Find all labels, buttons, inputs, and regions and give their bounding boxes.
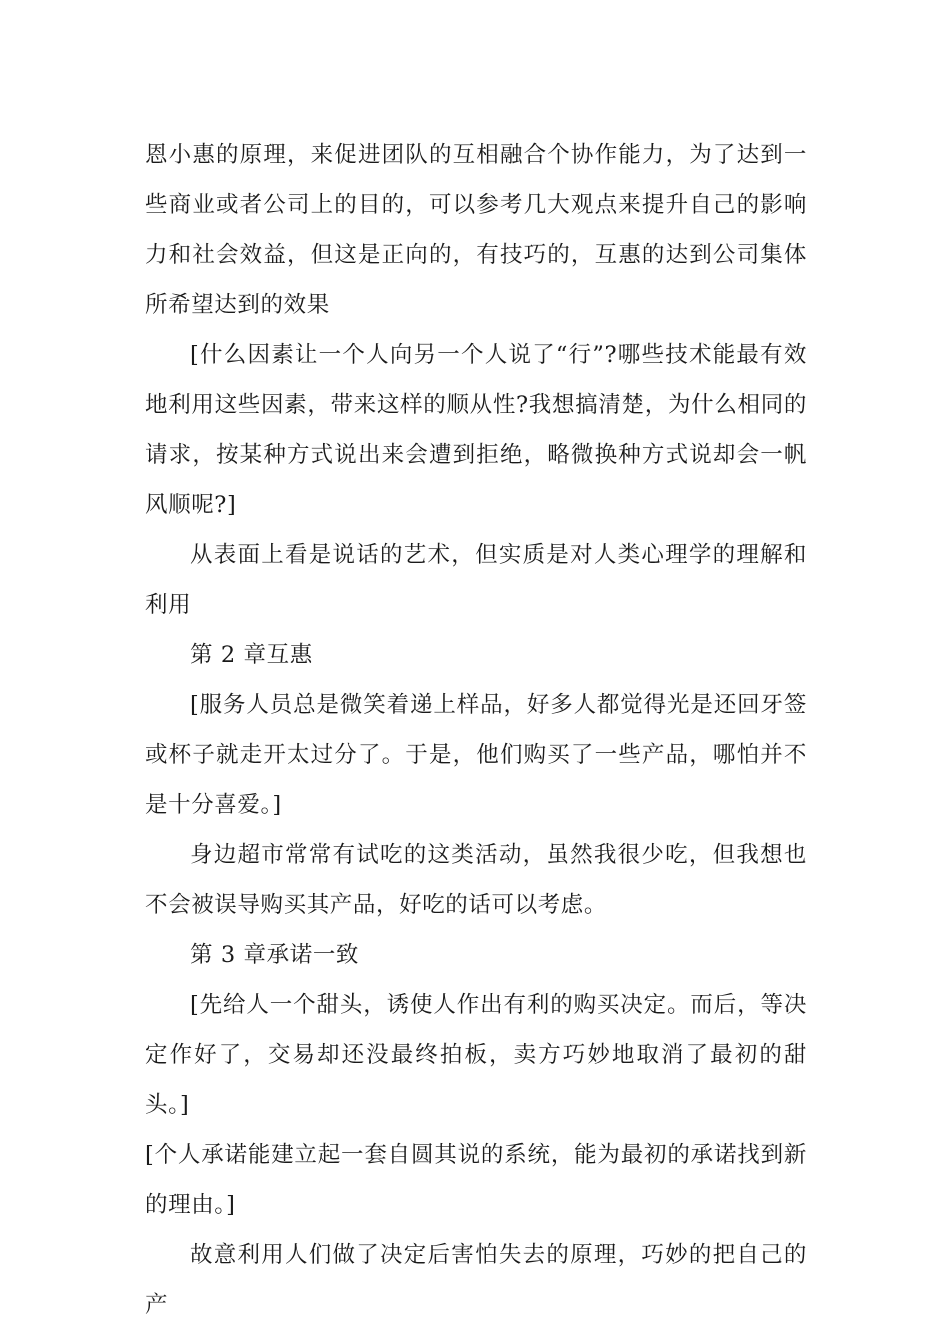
document-page: [145, 130, 807, 1330]
paragraph: [先给人一个甜头，诱使人作出有利的购买决定。而后，等决定作好了，交易却还没最终拍板，卖方巧妙地取消了最初的甜头。]: [145, 992, 807, 1118]
paragraph: 故意利用人们做了决定后害怕失去的原理，巧妙的把自己的产: [145, 1242, 807, 1318]
paragraph: [个人承诺能建立起一套自圆其说的系统，能为最初的承诺找到新的理由。]: [145, 1142, 807, 1218]
paragraph: 恩小惠的原理，来促进团队的互相融合个协作能力，为了达到一些商业或者公司上的目的，可以参考几大观点来提升自己的影响力和社会效益，但这是正向的，有技巧的，互惠的达到公司集体所希望达到的效果: [145, 142, 807, 318]
chapter-heading: 第 3 章承诺一致: [190, 942, 360, 968]
paragraph: [什么因素让一个人向另一个人说了“行”?哪些技术能最有效地利用这些因素，带来这样的顺从性?我想搞清楚，为什么相同的请求，按某种方式说出来会遭到拒绝，略微换种方式说却会一帆风顺呢?]: [145, 342, 807, 518]
chapter-heading: 第 2 章互惠: [190, 642, 313, 668]
paragraph: [服务人员总是微笑着递上样品，好多人都觉得光是还回牙签或杯子就走开太过分了。于是，他们购买了一些产品，哪怕并不是十分喜爱。]: [145, 692, 807, 818]
paragraph: 从表面上看是说话的艺术，但实质是对人类心理学的理解和利用: [145, 542, 807, 618]
paragraph: 身边超市常常有试吃的这类活动，虽然我很少吃，但我想也不会被误导购买其产品，好吃的话可以考虑。: [145, 842, 807, 918]
